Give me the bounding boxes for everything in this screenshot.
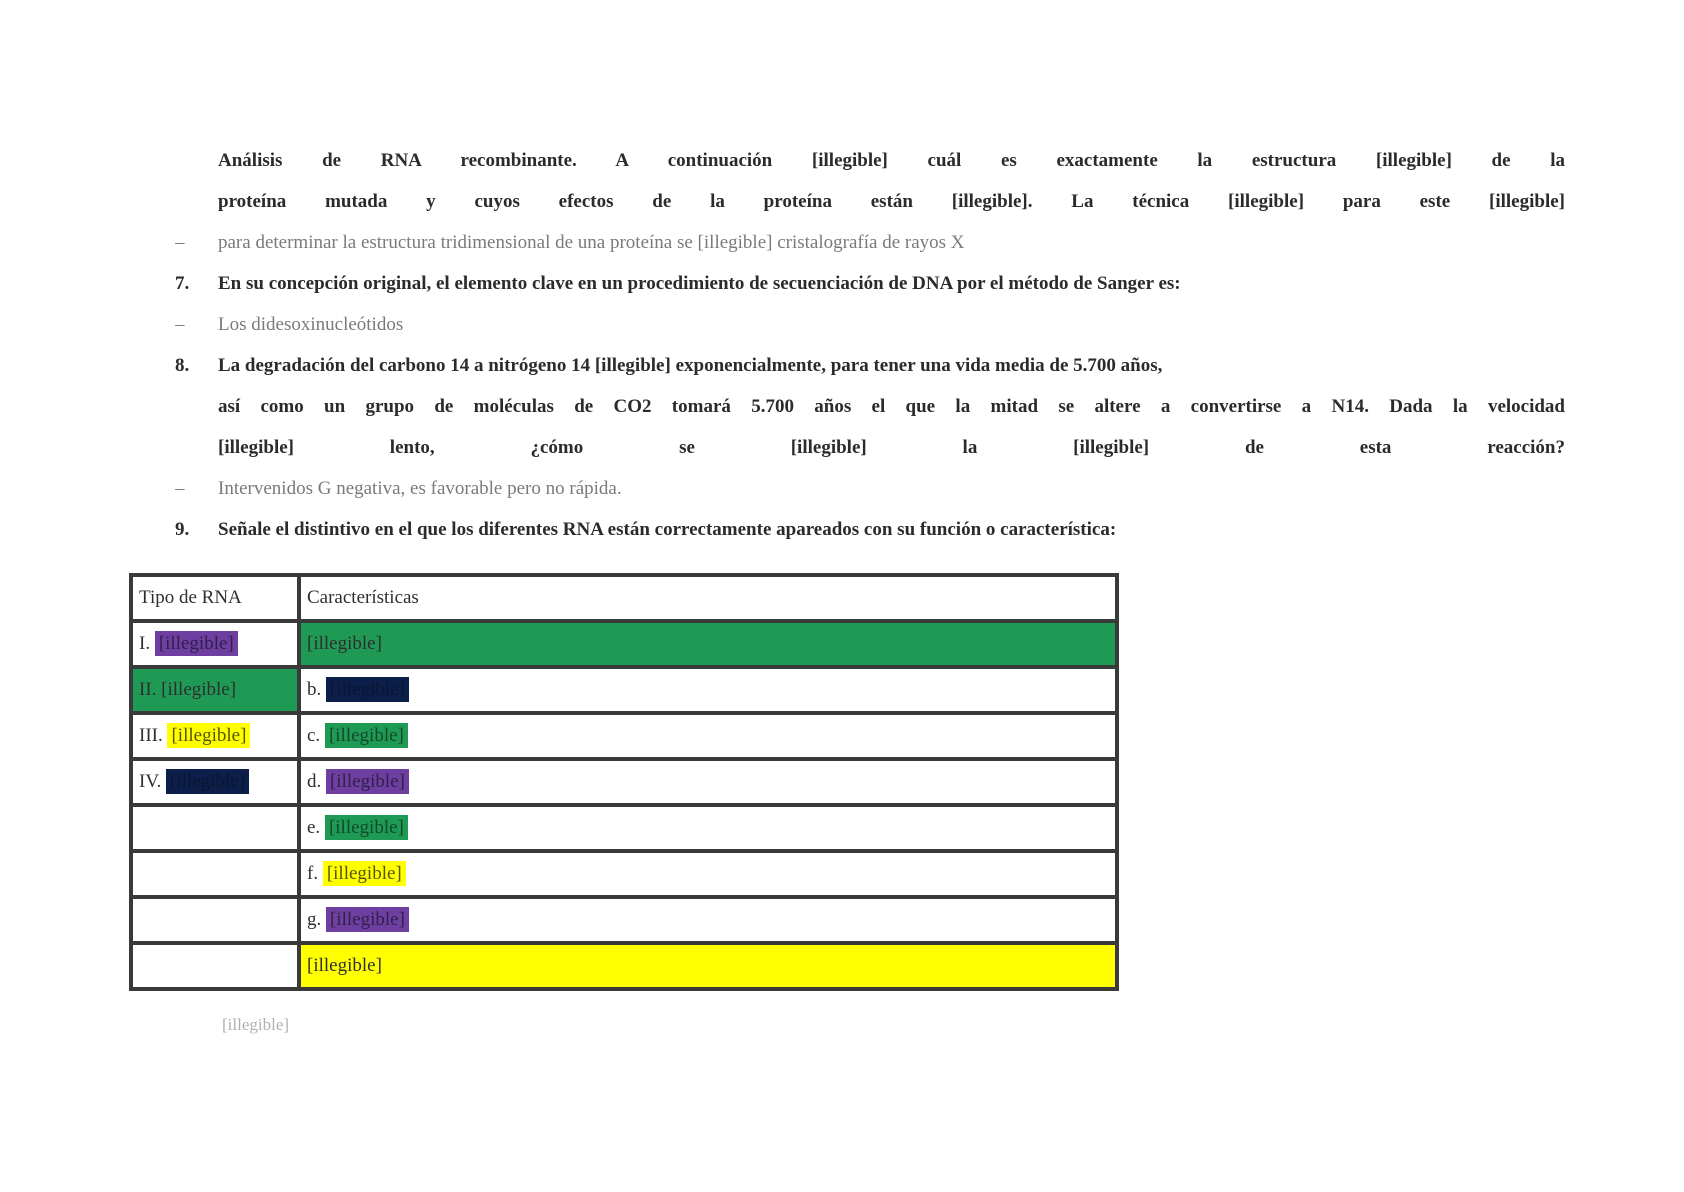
characteristic-cell — [299, 897, 1117, 943]
rna-type-cell — [131, 667, 299, 713]
characteristic-cell — [299, 851, 1117, 897]
characteristic-text: [illegible] — [307, 955, 382, 976]
rna-type-cell — [131, 897, 299, 943]
characteristic-cell — [299, 621, 1117, 667]
paragraph-line — [175, 386, 1565, 427]
characteristic-text: [illegible] — [325, 723, 408, 748]
characteristic-cell — [299, 805, 1117, 851]
rna-type-cell — [131, 759, 299, 805]
page-footer-text: [illegible] — [222, 1015, 290, 1034]
rna-type-label: [illegible] — [167, 723, 250, 748]
rna-type-label: [illegible] — [155, 631, 238, 656]
paragraph-text: proteína mutada y cuyos efectos de la proteína están [illegible]. La técnica [illegible] para este [illegible] — [218, 191, 1565, 212]
characteristic-cell — [299, 713, 1117, 759]
paragraph-text: Intervenidos G negativa, es favorable pero no rápida. — [218, 478, 622, 499]
characteristic-text: [illegible] — [326, 677, 409, 702]
characteristic-prefix: b. — [307, 679, 322, 700]
paragraph-text: así como un grupo de moléculas de CO2 tomará 5.700 años el que la mitad se altere a convertirse a N14. Dada la velocidad — [218, 396, 1565, 417]
question-text — [175, 140, 1565, 550]
table-row — [131, 667, 1117, 713]
rna-type-cell — [131, 621, 299, 667]
characteristic-cell — [299, 759, 1117, 805]
table-row — [131, 897, 1117, 943]
paragraph-line — [175, 181, 1565, 222]
paragraph-line — [175, 509, 1565, 550]
paragraph-text: [illegible] lento, ¿cómo se [illegible] la [illegible] de esta reacción? — [218, 437, 1565, 458]
rna-type-prefix: III. — [139, 725, 163, 746]
characteristic-cell — [299, 943, 1117, 989]
list-marker: – — [175, 232, 185, 253]
header-rna-type: Tipo de RNA — [131, 575, 299, 621]
rna-type-label: [illegible] — [166, 769, 249, 794]
paragraph-text: Análisis de RNA recombinante. A continuación [illegible] cuál es exactamente la estructura [illegible] de la — [218, 150, 1565, 171]
characteristic-prefix: d. — [307, 771, 322, 792]
table-row — [131, 943, 1117, 989]
rna-type-cell — [131, 943, 299, 989]
rna-type-prefix: II. — [139, 679, 157, 700]
characteristic-text: [illegible] — [307, 633, 382, 654]
characteristic-prefix: e. — [307, 817, 321, 838]
paragraph-text: para determinar la estructura tridimensional de una proteína se [illegible] cristalografía de rayos X — [218, 232, 965, 253]
characteristic-text: [illegible] — [326, 907, 409, 932]
characteristic-cell — [299, 667, 1117, 713]
rna-type-prefix: IV. — [139, 771, 162, 792]
table-row — [131, 621, 1117, 667]
table-row — [131, 851, 1117, 897]
paragraph-line — [175, 263, 1565, 304]
header-characteristics: Características — [299, 575, 1117, 621]
rna-type-prefix: I. — [139, 633, 151, 654]
paragraph-line — [175, 345, 1565, 386]
paragraph-line — [175, 140, 1565, 181]
paragraph-line — [175, 222, 1565, 263]
table-header-row — [131, 575, 1117, 621]
characteristic-prefix: f. — [307, 863, 319, 884]
rna-type-cell — [131, 805, 299, 851]
list-marker: 9. — [175, 519, 190, 540]
rna-type-label: [illegible] — [161, 679, 237, 700]
paragraph-text: Los didesoxinucleótidos — [218, 314, 404, 335]
paragraph-text: En su concepción original, el elemento clave en un procedimiento de secuenciación de DNA por el método de Sanger es: — [218, 273, 1181, 294]
paragraph-line — [175, 427, 1565, 468]
characteristic-prefix: c. — [307, 725, 321, 746]
table-row — [131, 805, 1117, 851]
rna-type-cell — [131, 851, 299, 897]
paragraph-line — [175, 468, 1565, 509]
table-row — [131, 759, 1117, 805]
characteristic-text: [illegible] — [326, 769, 409, 794]
rna-table — [129, 573, 1119, 991]
rna-type-cell — [131, 713, 299, 759]
characteristic-text: [illegible] — [323, 861, 406, 886]
characteristic-prefix: g. — [307, 909, 322, 930]
paragraph-text: Señale el distintivo en el que los diferentes RNA están correctamente apareados con su función o característica: — [218, 519, 1117, 540]
paragraph-text: La degradación del carbono 14 a nitrógeno 14 [illegible] exponencialmente, para tener una vida media de 5.700 años, — [218, 355, 1163, 376]
characteristic-text: [illegible] — [325, 815, 408, 840]
list-marker: – — [175, 314, 185, 335]
list-marker: 8. — [175, 355, 190, 376]
list-marker: 7. — [175, 273, 190, 294]
paragraph-line — [175, 304, 1565, 345]
list-marker: – — [175, 478, 185, 499]
table-row — [131, 713, 1117, 759]
